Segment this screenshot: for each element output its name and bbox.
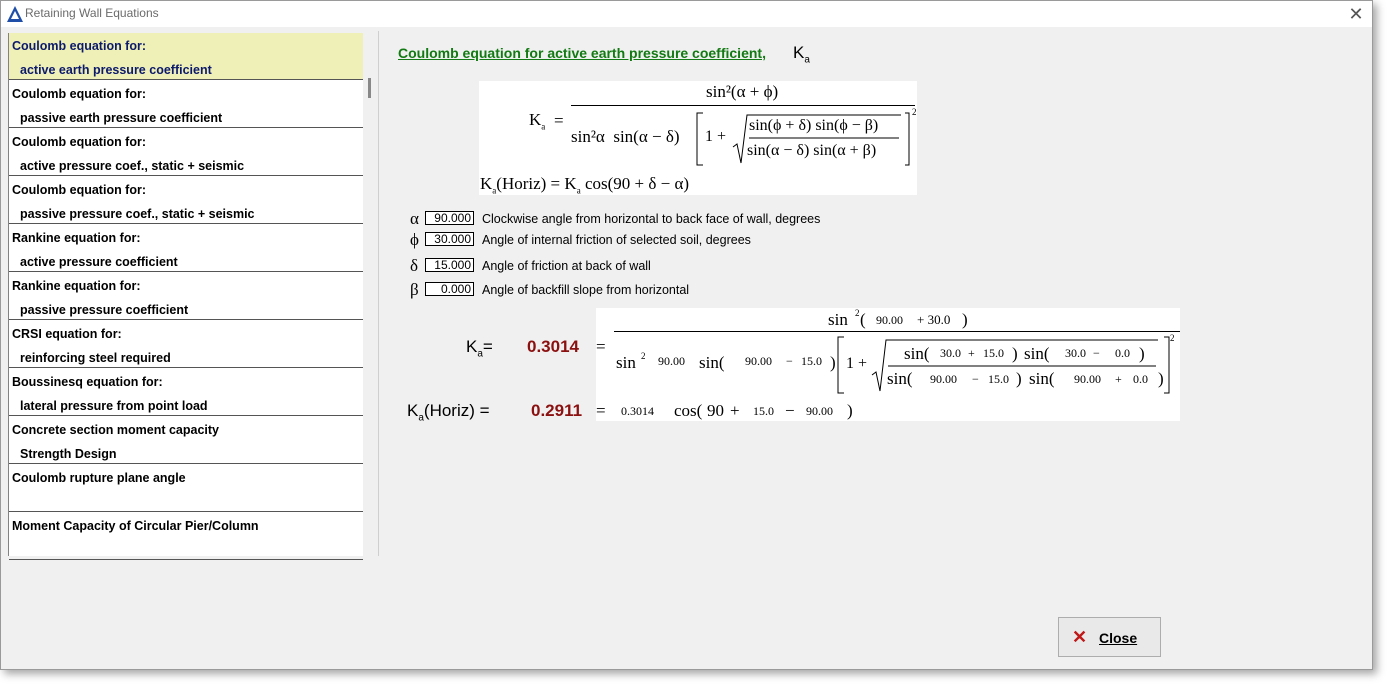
list-item[interactable]	[9, 129, 363, 176]
close-button[interactable]	[1058, 617, 1161, 657]
sub-h-cos: cos(	[674, 401, 703, 420]
list-item-title: CRSI equation for:	[12, 327, 122, 341]
equation-list	[6, 31, 379, 556]
formula-one-plus: 1 +	[705, 128, 727, 145]
ka-result-value: 0.3014	[527, 337, 579, 356]
list-item-title: Concrete section moment capacity	[12, 423, 220, 437]
sub-h-minus: −	[785, 401, 795, 420]
sub-num-sq: 2	[855, 308, 860, 318]
app-logo-icon	[6, 5, 24, 23]
list-item-title: Rankine equation for:	[12, 231, 141, 245]
input-symbol: δ	[410, 256, 419, 275]
list-item-title: Coulomb equation for:	[12, 135, 147, 149]
sub-den-sin: sin(	[699, 353, 725, 372]
list-item[interactable]	[9, 465, 363, 512]
formula-horiz: $K_a(Horiz) = K_a$ cos(90 + δ − α)	[480, 174, 690, 196]
sub-h-plus: +	[730, 401, 740, 420]
formula-numerator: sin²(α + ϕ)	[706, 82, 779, 101]
sub-d-a1: 90.00	[930, 372, 957, 386]
sub-den-minus: −	[786, 354, 793, 368]
list-scrollbar[interactable]	[368, 78, 371, 98]
list-item[interactable]	[9, 417, 363, 464]
sub-d-minus1: −	[972, 372, 979, 386]
sub-den-sin2: sin	[616, 353, 636, 372]
sub-fraction-bar	[614, 331, 1180, 332]
list-item-title: Coulomb equation for:	[12, 87, 147, 101]
sub-h-90: 90	[707, 401, 724, 420]
formula-root-denominator: sin(α − δ) sin(α + β)	[747, 142, 877, 159]
input-description: Angle of backfill slope from horizontal	[482, 283, 690, 297]
sub-power: 2	[1170, 333, 1175, 343]
sub-r-sin1: sin(	[904, 344, 930, 363]
sub-r-p2: 30.0	[1065, 346, 1086, 360]
sub-h-d: 15.0	[753, 404, 774, 418]
equation-heading[interactable]: Coulomb equation for active earth pressure coefficient,	[398, 45, 766, 61]
sub-d-close2: )	[1158, 369, 1164, 388]
list-item-title: Boussinesq equation for:	[12, 375, 163, 389]
sub-d-sin1: sin(	[887, 369, 913, 388]
kh-result-value: 0.2911	[531, 401, 583, 420]
list-item[interactable]	[9, 513, 363, 560]
sub-d-a2: 90.00	[1074, 372, 1101, 386]
sub-h-equals: =	[596, 401, 606, 420]
sub-den-close: )	[830, 353, 836, 372]
input-symbol: β	[410, 280, 419, 299]
sub-h-a: 90.00	[806, 404, 833, 418]
list-item-title: Coulomb equation for:	[12, 39, 147, 53]
sub-num-alpha: 90.00	[876, 313, 903, 327]
window-title: Retaining Wall Equations	[25, 6, 159, 20]
sub-r-minus2: −	[1093, 346, 1100, 360]
angle-input-field[interactable]: 30.000	[425, 232, 474, 246]
sub-r-close1: )	[1012, 344, 1018, 363]
list-item-subtitle: Strength Design	[20, 447, 117, 461]
formula-power: 2	[912, 107, 917, 117]
heading-symbol: $K_a$	[793, 43, 810, 66]
list-item[interactable]	[9, 177, 363, 224]
list-item-subtitle: active pressure coef., static + seismic	[20, 159, 245, 173]
formula-lhs: $K_a$	[529, 110, 546, 132]
sub-num-close: )	[962, 310, 968, 329]
sub-r-sin2: sin(	[1024, 344, 1050, 363]
list-item[interactable]	[9, 225, 363, 272]
input-description: Angle of internal friction of selected soil, degrees	[482, 233, 751, 247]
fraction-bar	[571, 105, 915, 106]
sub-r-close2: )	[1139, 344, 1145, 363]
substituted-formula	[596, 308, 1180, 421]
sub-num-sin: sin	[828, 310, 848, 329]
sub-den-d: 15.0	[801, 354, 822, 368]
window-close-icon[interactable]: ✕	[1348, 4, 1364, 24]
formula-den-prefix: sin²α sin(α − δ)	[571, 127, 680, 146]
formula-equals: =	[554, 111, 564, 130]
list-item-title: Coulomb equation for:	[12, 183, 147, 197]
list-item[interactable]	[9, 321, 363, 368]
close-button-label: Close	[1099, 630, 1138, 646]
list-item-title: Rankine equation for:	[12, 279, 141, 293]
general-formula	[479, 81, 917, 195]
sub-r-p1: 30.0	[940, 346, 961, 360]
sub-d-b2: 0.0	[1133, 372, 1148, 386]
sub-den-sq: 2	[641, 351, 646, 361]
sub-one-plus: 1 +	[846, 355, 868, 372]
input-symbol: ϕ	[410, 230, 419, 249]
ka-result-label: $K_a=$	[466, 337, 493, 360]
sub-den-alpha: 90.00	[658, 354, 685, 368]
formula-root-numerator: sin(ϕ + δ) sin(ϕ − β)	[749, 117, 879, 134]
sub-d-plus2: +	[1115, 372, 1122, 386]
sub-equals: =	[596, 337, 606, 356]
list-item[interactable]	[9, 81, 363, 128]
list-item-subtitle: passive pressure coef., static + seismic	[20, 207, 255, 221]
sub-r-plus1: +	[968, 346, 975, 360]
list-item-subtitle: lateral pressure from point load	[20, 399, 208, 413]
input-description: Angle of friction at back of wall	[482, 259, 651, 273]
list-item[interactable]	[9, 273, 363, 320]
sub-h-close: )	[847, 401, 853, 420]
list-item[interactable]	[9, 33, 363, 80]
input-symbol: α	[410, 209, 419, 228]
equation-list-box[interactable]	[8, 33, 363, 556]
input-description: Clockwise angle from horizontal to back face of wall, degrees	[482, 212, 821, 226]
list-item-title: Coulomb rupture plane angle	[12, 471, 186, 485]
list-item[interactable]	[9, 369, 363, 416]
list-item-subtitle: active earth pressure coefficient	[20, 63, 212, 77]
sub-r-b2: 0.0	[1115, 346, 1130, 360]
sub-den-a: 90.00	[745, 354, 772, 368]
list-item-subtitle: passive earth pressure coefficient	[20, 111, 223, 125]
sub-d-close1: )	[1016, 369, 1022, 388]
list-item-subtitle: active pressure coefficient	[20, 255, 178, 269]
angle-input-field[interactable]: 15.000	[425, 258, 474, 272]
list-item-subtitle: passive pressure coefficient	[20, 303, 189, 317]
title-bar	[1, 1, 1372, 27]
sub-r-d1: 15.0	[983, 346, 1004, 360]
sub-num-open: (	[860, 310, 866, 329]
sub-d-d1: 15.0	[988, 372, 1009, 386]
sub-num-phi: + 30.0	[917, 312, 951, 327]
sub-h-ka: 0.3014	[621, 404, 654, 418]
kh-result-label: $K_a(Horiz)$ =	[407, 401, 490, 424]
list-item-subtitle: reinforcing steel required	[20, 351, 171, 365]
close-icon: ✕	[1072, 627, 1088, 647]
list-item-title: Moment Capacity of Circular Pier/Column	[12, 519, 259, 533]
sub-d-sin2: sin(	[1029, 369, 1055, 388]
angle-input-field[interactable]: 90.000	[425, 211, 474, 225]
angle-input-field[interactable]: 0.000	[425, 282, 474, 296]
